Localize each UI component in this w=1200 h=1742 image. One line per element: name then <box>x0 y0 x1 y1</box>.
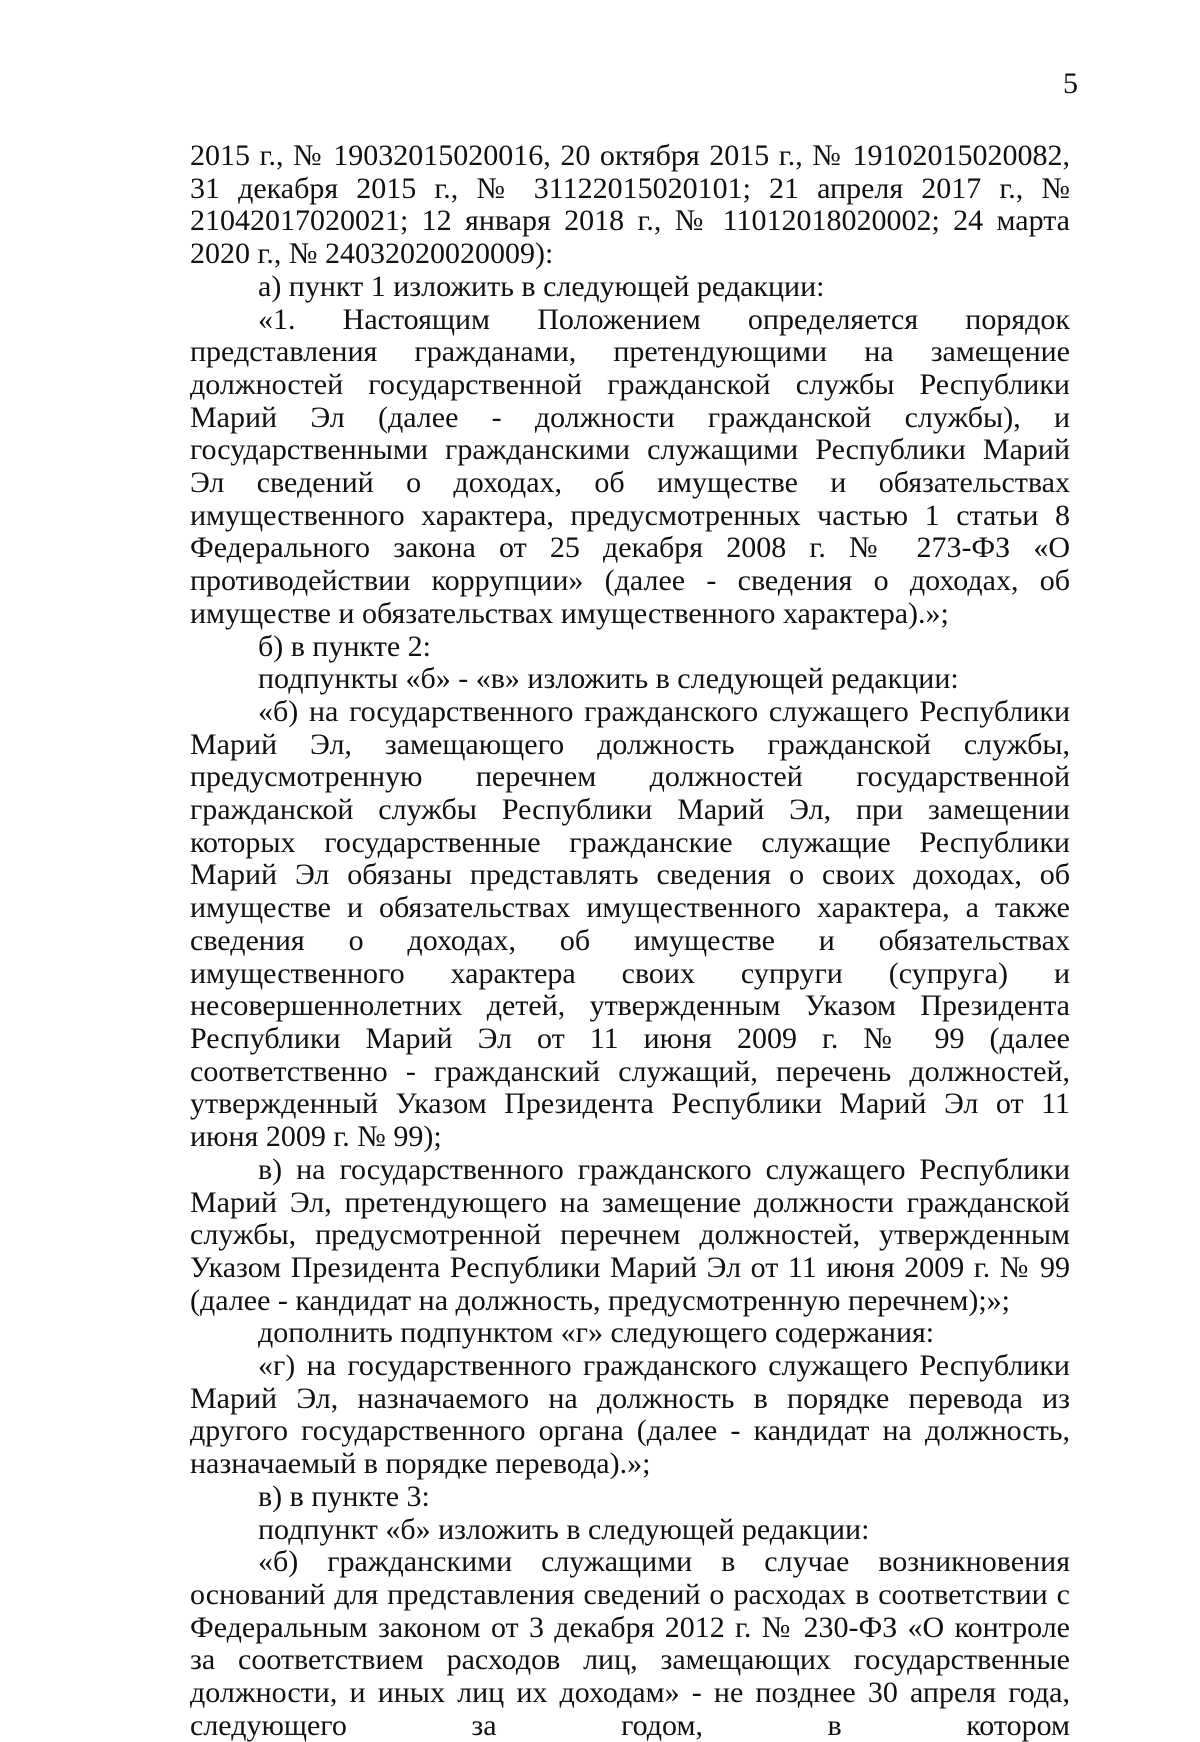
paragraph-item-a: а) пункт 1 изложить в следующей редакции: <box>258 269 825 303</box>
document-body <box>190 140 1070 1742</box>
paragraph-subitem-b-text: «б) на государственного гражданского служащего Республики Марий Эл, замещающего должность гражданской службы, предусмотренную перечнем должностей государственной гражданской службы Республики Марий Эл, при замещении которых государственные гражданские служащие Республики Марий Эл обязаны представлять сведения о своих доходах, об имуществе и обязательствах имущественного характера, а также сведения о доходах, об имуществе и обязательствах имущественного характера своих супруги (супруга) и несовершеннолетних детей, утвержденным Указом Президента Республики Марий Эл от 11 июня 2009 г. № 99 (далее соответственно - гражданский служащий, перечень должностей, утвержденный Указом Президента Республики Марий Эл от 11 июня 2009 г. № 99); <box>190 694 1070 1154</box>
paragraph-subitem-b-edit: подпункт «б» изложить в следующей редакции: <box>258 1512 870 1546</box>
page-number: 5 <box>1063 67 1078 100</box>
paragraph-subitem-g-text: «г) на государственного гражданского служащего Республики Марий Эл, назначаемого на должность в порядке перевода из другого государственного органа (далее - кандидат на должность, назначаемый в порядке перевода).»; <box>190 1349 1070 1481</box>
paragraph-subitems-b-v: подпункты «б» - «в» изложить в следующей редакции: <box>258 662 959 696</box>
paragraph-point-1-text: «1. Настоящим Положением определяется порядок представления гражданами, претендующими на замещение должностей государственной гражданской службы Республики Марий Эл (далее - должности гражданской службы), и государственными гражданскими служащими Республики Марий Эл сведений о доходах, об имуществе и обязательствах имущественного характера, предусмотренных частью 1 статьи 8 Федерального закона от 25 декабря 2008 г. № 273-ФЗ «О противодействии коррупции» (далее - сведения о доходах, об имуществе и обязательствах имущественного характера).»; <box>190 302 1070 630</box>
paragraph-add-subitem-g: дополнить подпунктом «г» следующего содержания: <box>258 1316 935 1350</box>
paragraph-item-v: в) в пункте 3: <box>258 1479 430 1513</box>
paragraph-subitem-v-text: в) на государственного гражданского служащего Республики Марий Эл, претендующего на замещение должности гражданской службы, предусмотренной перечнем должностей, утвержденным Указом Президента Республики Марий Эл от 11 июня 2009 г. № 99 (далее - кандидат на должность, предусмотренную перечнем);»; <box>190 1152 1070 1317</box>
paragraph-subitem-b-new-text: «б) гражданскими служащими в случае возникновения оснований для представления сведений о расходах в соответствии с Федеральным законом от 3 декабря 2012 г. № 230-ФЗ «О контроле за соответствием расходов лиц, замещающих государственные должности, и иных лиц их доходам» - не позднее 30 апреля года, следующего за годом, в котором <box>190 1545 1070 1742</box>
paragraph-continuation: 2015 г., № 19032015020016, 20 октября 2015 г., № 19102015020082, 31 декабря 2015 г., № 31122015020101; 21 апреля 2017 г., № 21042017020021; 12 января 2018 г., № 11012018020002; 24 марта 2020 г., № 24032020020009): <box>190 139 1070 271</box>
paragraph-item-b: б) в пункте 2: <box>258 629 431 663</box>
